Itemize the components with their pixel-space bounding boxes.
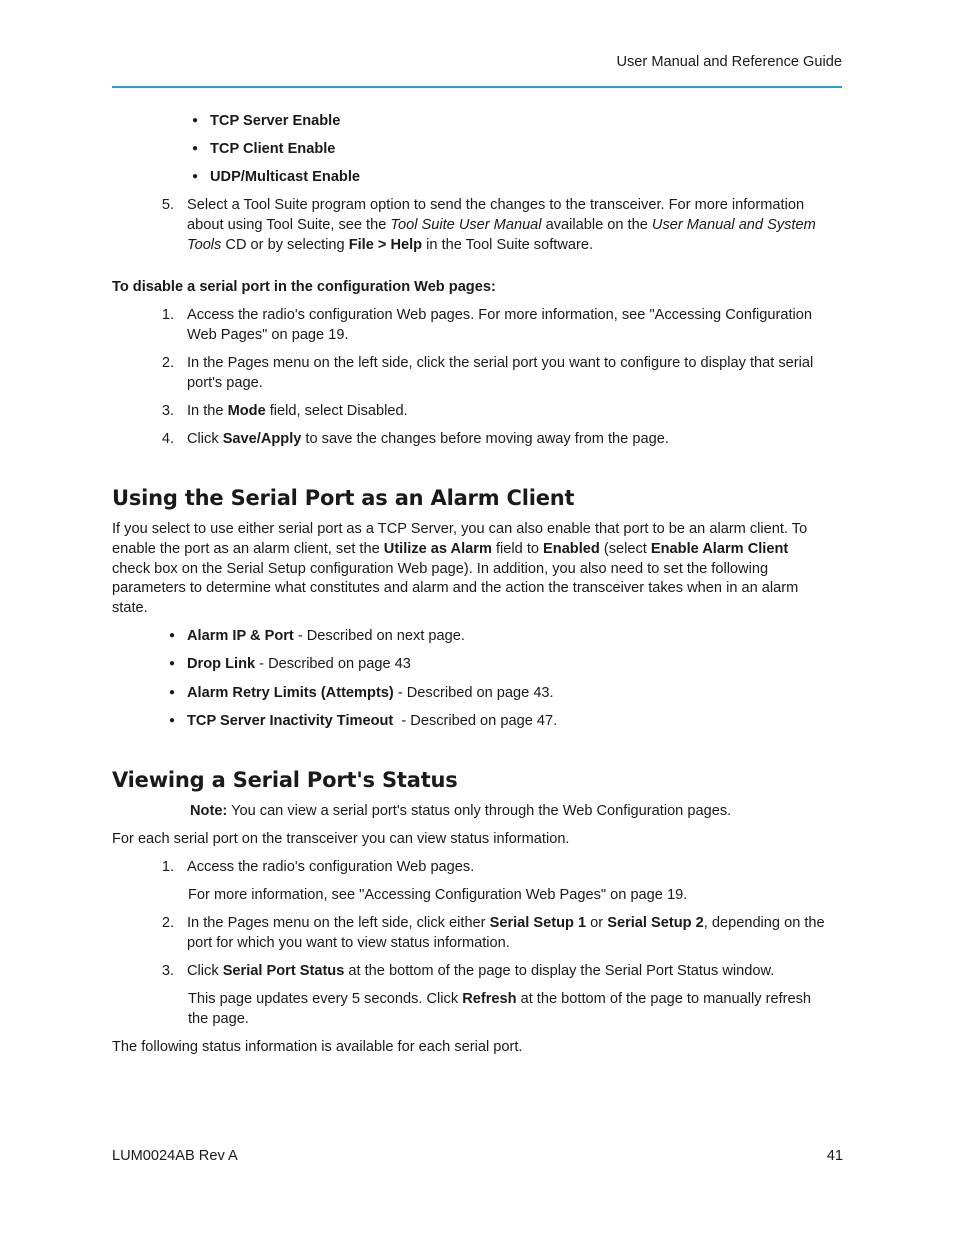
- page-number: 41: [826, 1148, 843, 1164]
- list-item: UDP/Multicast Enable: [210, 169, 361, 185]
- step-text: In the Mode field, select Disabled.: [187, 403, 408, 419]
- bullet-dot: ●: [169, 715, 176, 726]
- step-text: about using Tool Suite, see the Tool Suite User Manual available on the User Manual and System: [187, 217, 816, 233]
- footer-doc-id: LUM0024AB Rev A: [112, 1148, 238, 1164]
- list-item: TCP Client Enable: [210, 141, 336, 157]
- bullet-dot: ●: [192, 143, 199, 154]
- step-number: 3.: [161, 403, 174, 419]
- bullet-dot: ●: [192, 115, 199, 126]
- step-text: Click Serial Port Status at the bottom of the page to display the Serial Port Status window.: [187, 963, 775, 979]
- step-text: port's page.: [187, 375, 263, 391]
- note: Note: You can view a serial port's status only through the Web Configuration pages.: [190, 803, 732, 819]
- step-number: 1.: [161, 859, 174, 875]
- paragraph-line: parameters to determine what constitutes and alarm and the action the transceiver takes when in an alarm: [112, 580, 799, 596]
- list-item: TCP Server Enable: [210, 113, 341, 129]
- bullet-dot: ●: [192, 171, 199, 182]
- header-divider: [112, 86, 842, 88]
- step-text: Access the radio's configuration Web pages. For more information, see "Accessing Configuration: [187, 307, 813, 323]
- list-item: Alarm Retry Limits (Attempts) - Described on page 43.: [187, 685, 554, 701]
- paragraph-line: state.: [112, 600, 148, 616]
- step-text: port for which you want to view status information.: [187, 935, 510, 951]
- step-number: 1.: [161, 307, 174, 323]
- section-heading-port-status: Viewing a Serial Port's Status: [112, 768, 458, 792]
- step-subtext: For more information, see "Accessing Configuration Web Pages" on page 19.: [188, 887, 688, 903]
- step-subtext: the page.: [188, 1011, 249, 1027]
- step-text: In the Pages menu on the left side, click the serial port you want to configure to display that serial: [187, 355, 814, 371]
- step-text: Select a Tool Suite program option to send the changes to the transceiver. For more information: [187, 197, 805, 213]
- running-header: User Manual and Reference Guide: [616, 54, 842, 70]
- paragraph-line: enable the port as an alarm client, set the Utilize as Alarm field to Enabled (select Enable Alarm Client: [112, 541, 789, 557]
- bullet-dot: ●: [169, 658, 176, 669]
- list-item: Drop Link - Described on page 43: [187, 656, 411, 672]
- bullet-dot: ●: [169, 630, 176, 641]
- step-number: 4.: [161, 431, 174, 447]
- bullet-dot: ●: [169, 687, 176, 698]
- list-item: TCP Server Inactivity Timeout - Described on page 47.: [187, 713, 558, 729]
- step-number: 2.: [161, 915, 174, 931]
- paragraph-line: For each serial port on the transceiver you can view status information.: [112, 831, 570, 847]
- step-text: Tools CD or by selecting File > Help in the Tool Suite software.: [187, 237, 594, 253]
- step-text: Web Pages" on page 19.: [187, 327, 349, 343]
- paragraph-line: check box on the Serial Setup configuration Web page). In addition, you also need to set the following: [112, 561, 769, 577]
- step-number: 2.: [161, 355, 174, 371]
- paragraph-line: If you select to use either serial port as a TCP Server, you can also enable that port to be an alarm client. To: [112, 521, 808, 537]
- step-number: 3.: [161, 963, 174, 979]
- step-subtext: This page updates every 5 seconds. Click Refresh at the bottom of the page to manually refresh: [188, 991, 812, 1007]
- step-text: Access the radio's configuration Web pages.: [187, 859, 475, 875]
- step-number: 5.: [161, 197, 174, 213]
- step-text: Click Save/Apply to save the changes before moving away from the page.: [187, 431, 669, 447]
- paragraph-line: The following status information is available for each serial port.: [112, 1039, 523, 1055]
- procedure-heading: To disable a serial port in the configuration Web pages:: [112, 279, 496, 295]
- list-item: Alarm IP & Port - Described on next page.: [187, 628, 465, 644]
- step-text: In the Pages menu on the left side, click either Serial Setup 1 or Serial Setup 2, depending on the: [187, 915, 825, 931]
- section-heading-alarm-client: Using the Serial Port as an Alarm Client: [112, 486, 575, 510]
